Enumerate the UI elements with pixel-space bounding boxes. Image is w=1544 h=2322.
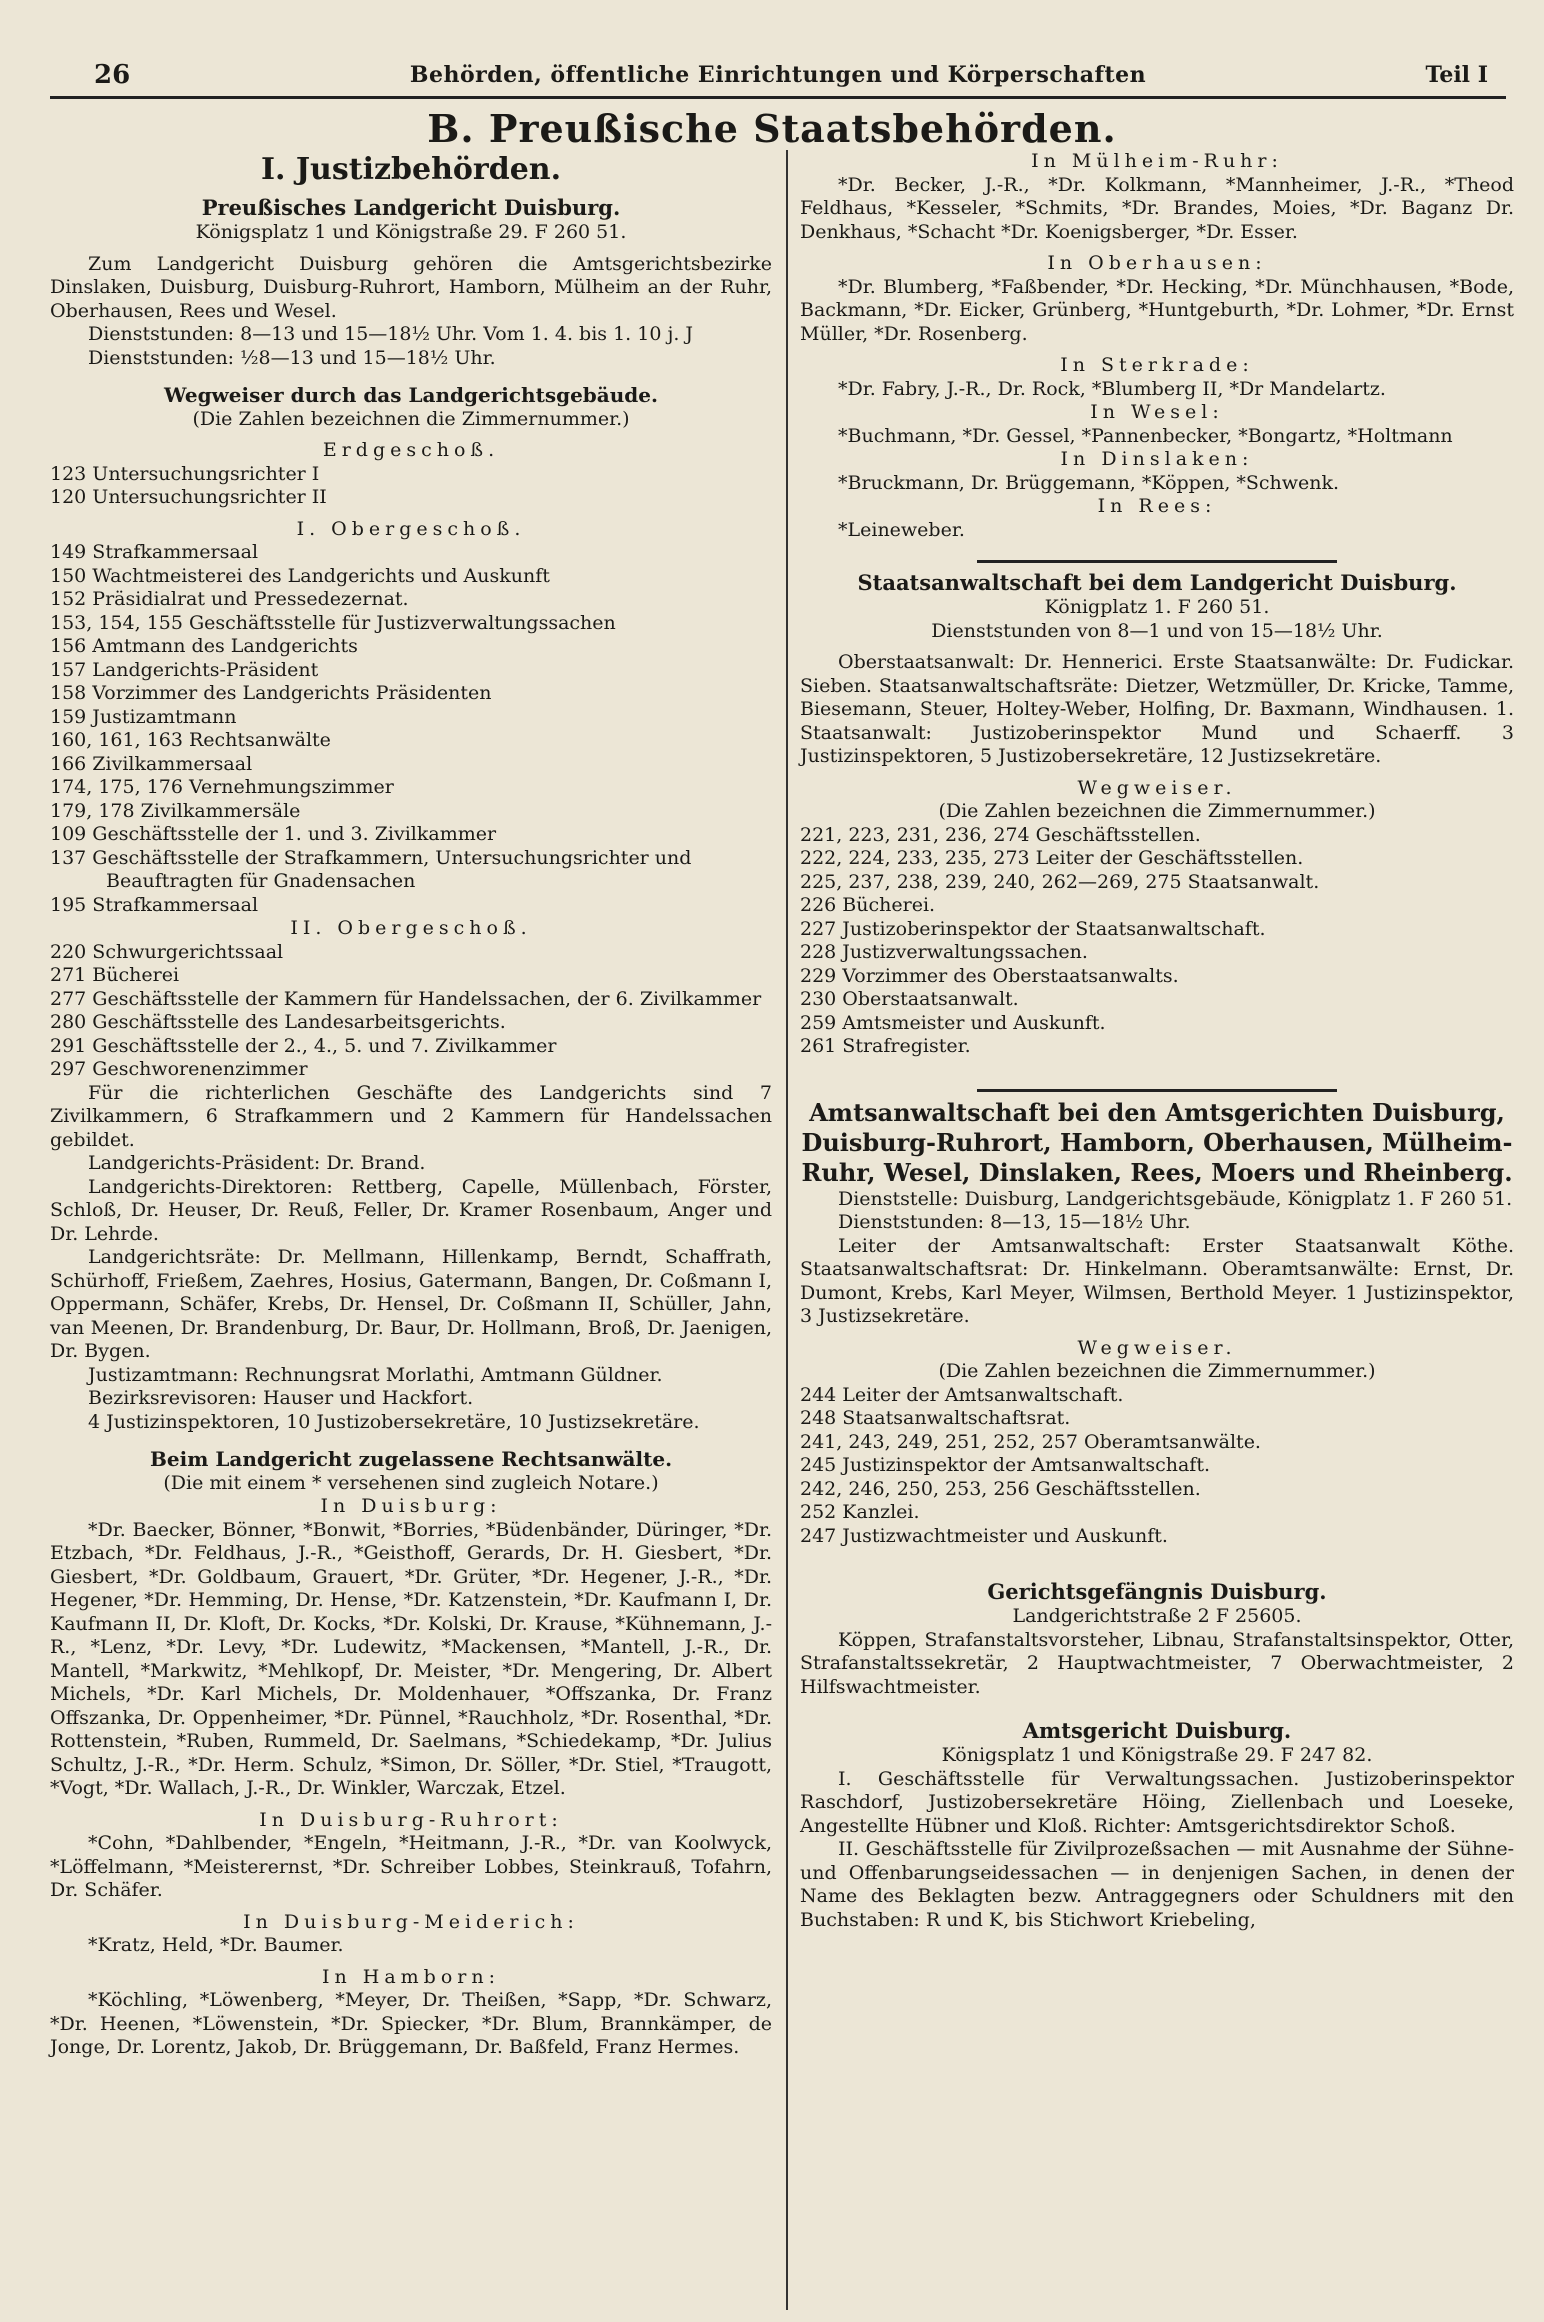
staatsanwaltschaft-title: Staatsanwaltschaft bei dem Landgericht Duisburg. [857,570,1457,595]
list-item: 220 Schwurgerichtssaal [50,940,284,963]
amtsgericht-office-2: II. Geschäftsstelle für Zivilprozeßsachen — mit Ausnahme der Sühne- und Offenbarungseidessachen — in denjenigen Sachen, in denen der Name des Beklagten bezw. Antraggegners oder Schuldners mit den Buchstaben: R und K, bis Stichwort Kriebeling, [800,1838,1514,1931]
city-duisburg-heading: In Duisburg: [320,1495,502,1517]
landgericht-hours-1: Dienststunden: 8—13 und 15—18½ Uhr. Vom 1. 4. bis 1. 10 j. J [88,323,694,345]
lawyers-dinslaken: *Bruckmann, Dr. Brüggemann, *Köppen, *Schwenk. [838,471,1340,494]
gefaengnis-title: Gerichtsgefängnis Duisburg. [987,1579,1327,1604]
lawyers-note: (Die mit einem * versehenen sind zugleich Notare.) [163,1471,659,1494]
list-item: 150 Wachtmeisterei des Landgerichts und Auskunft [50,564,550,587]
list-item: 109 Geschäftsstelle der 1. und 3. Zivilkammer [50,823,497,845]
lawyers-rees: *Leineweber. [838,518,965,541]
aa-guide-note: (Die Zahlen bezeichnen die Zimmernummer.) [938,1360,1376,1382]
landgericht-hours-2: Dienststunden: ½8—13 und 15—18½ Uhr. [88,346,496,369]
staatsanwaltschaft-address: Königplatz 1. F 260 51. [1044,596,1270,618]
lawyers-oberhausen: *Dr. Blumberg, *Faßbender, *Dr. Hecking, *Dr. Münchhausen, *Bode, Backmann, *Dr. Eicker, Grünberg, *Huntgeburth, *Dr. Lohmer, *Dr. Ernst Müller, *Dr. Rosenberg. [800,275,1514,345]
amtsanwaltschaft-staff: Leiter der Amtsanwaltschaft: Erster Staatsanwalt Köthe. Staatsanwaltschaftsrat: Dr. Hinkelmann. Oberamtsanwälte: Ernst, Dr. Dumont, Krebs, Karl Meyer, Wilmsen, Berthold Meyer. 1 Justizinspektor, 3 Justizsekretäre. [800,1234,1514,1327]
city-oberhausen-heading: In Oberhausen: [1047,252,1267,274]
rooms-second-floor [50,941,772,1082]
guide-note: (Die Zahlen bezeichnen die Zimmernummer.) [192,407,630,430]
list-item: 291 Geschäftsstelle der 2., 4., 5. und 7. Zivilkammer [50,1034,557,1057]
list-item: 248 Staatsanwaltschaftsrat. [800,1407,1071,1429]
landgericht-address: Königsplatz 1 und Königstraße 29. F 260 51. [195,221,627,243]
amtsgericht-office-1: I. Geschäftsstelle für Verwaltungssachen. Justizoberinspektor Raschdorf, Justizobersekretäre Höing, Ziellenbach und Loeseke, Angestellte Hübner und Kloß. Richter: Amtsgerichtsdirektor Schoß. [800,1767,1514,1837]
amtsgericht-title: Amtsgericht Duisburg. [1022,1718,1292,1743]
amtsanwaltschaft-title: Amtsanwaltschaft bei den Amtsgerichten Duisburg, Duisburg-Ruhrort, Hamborn, Oberhausen, Mülheim-Ruhr, Wesel, Dinslaken, Rees, Moers und Rheinberg. [801,1097,1513,1187]
lawyers-wesel: *Buchmann, *Dr. Gessel, *Pannenbecker, *Bongartz, *Holtmann [838,424,1453,447]
city-wesel-heading: In Wesel: [1090,401,1224,423]
gefaengnis-address: Landgerichtstraße 2 F 25605. [1012,1605,1302,1627]
main-title: B. Preußische Staatsbehörden. [427,106,1117,151]
left-column [50,150,772,2060]
list-item: 226 Bücherei. [800,894,936,916]
city-sterkrade-heading: In Sterkrade: [1060,354,1254,376]
amtsanwaltschaft-address: Dienststelle: Duisburg, Landgerichtsgebäude, Königplatz 1. F 260 51. [838,1187,1513,1210]
list-item: 166 Zivilkammersaal [50,752,253,775]
sta-guide-note: (Die Zahlen bezeichnen die Zimmernummer.) [938,800,1376,822]
list-item: 277 Geschäftsstelle der Kammern für Handelssachen, der 6. Zivilkammer [50,987,762,1010]
right-column [800,150,1514,1932]
list-item: 271 Bücherei [50,964,180,986]
lawyers-meiderich: *Kratz, Held, *Dr. Baumer. [88,1934,344,1956]
page-number: 26 [94,60,131,90]
list-item: 261 Strafregister. [800,1035,971,1057]
chambers-text: Für die richterlichen Geschäfte des Landgerichts sind 7 Zivilkammern, 6 Strafkammern und 2 Kammern für Handelssachen gebildet. [50,1081,772,1151]
list-item: 179, 178 Zivilkammersäle [50,799,301,822]
list-item: 120 Untersuchungsrichter II [50,486,327,508]
list-item: 156 Amtmann des Landgerichts [50,635,358,657]
part-label: Teil I [1425,62,1488,88]
section-separator [977,1089,1337,1092]
list-item: 225, 237, 238, 239, 240, 262—269, 275 Staatsanwalt. [800,870,1320,893]
floor-2-heading: II. Obergeschoß. [290,917,532,939]
city-muelheim-heading: In Mülheim-Ruhr: [1031,150,1283,172]
gefaengnis-staff: Köppen, Strafanstaltsvorsteher, Libnau, Strafanstaltsinspektor, Otter, Strafanstaltssekretär, 2 Hauptwachtmeister, 7 Oberwachtmeister, 2 Hilfswachtmeister. [800,1628,1514,1698]
lawyers-muelheim: *Dr. Becker, J.-R., *Dr. Kolkmann, *Mannheimer, J.-R., *Theod Feldhaus, *Kesseler, *Schmits, *Dr. Brandes, Moies, *Dr. Baganz Dr. Denkhaus, *Schacht *Dr. Koenigsberger, *Dr. Esser. [800,173,1514,243]
lawyers-duisburg: *Dr. Baecker, Bönner, *Bonwit, *Borries, *Büdenbänder, Düringer, *Dr. Etzbach, *Dr. Feldhaus, J.-R., *Geisthoff, Gerards, Dr. H. Giesbert, *Dr. Giesbert, *Dr. Goldbaum, Grauert, *Dr. Grüter, *Dr. Hegener, J.-R., *Dr. Hegener, *Dr. Hemming, Dr. Hense, *Dr. Katzenstein, *Dr. Kaufmann I, Dr. Kaufmann II, Dr. Kloft, Dr. Kocks, *Dr. Kolski, Dr. Krause, *Kühnemann, J.-R., *Lenz, *Dr. Levy, *Dr. Ludewitz, *Mackensen, *Mantell, J.-R., Dr. Mantell, *Markwitz, *Mehlkopf, Dr. Meister, *Dr. Mengering, Dr. Albert Michels, *Dr. Karl Michels, Dr. Moldenhauer, *Offszanka, Dr. Franz Offszanka, Dr. Oppenheimer, *Dr. Pünnel, *Rauchholz, *Dr. Rosenthal, *Dr. Rottenstein, *Ruben, Rummeld, Dr. Saelmans, *Schiedekamp, *Dr. Julius Schultz, J.-R., *Dr. Herm. Schulz, *Simon, Dr. Söller, *Dr. Stiel, *Traugott, *Vogt, *Dr. Wallach, J.-R., Dr. Winkler, Warczak, Etzel. [50,1518,772,1799]
lawyers-ruhrort: *Cohn, *Dahlbender, *Engeln, *Heitmann, J.-R., *Dr. van Koolwyck, *Löffelmann, *Meisterernst, *Dr. Schreiber Lobbes, Steinkrauß, Tofahrn, Dr. Schäfer. [50,1832,772,1901]
city-rees-heading: In Rees: [1097,495,1217,517]
list-item: 123 Untersuchungsrichter I [50,462,320,485]
city-ruhrort-heading: In Duisburg-Ruhrort: [259,1808,563,1831]
list-item: 228 Justizverwaltungssachen. [800,941,1088,963]
section-title: I. Justizbehörden. [260,152,562,187]
lawyers-sterkrade: *Dr. Fabry, J.-R., Dr. Rock, *Blumberg II, *Dr Mandelartz. [838,377,1386,400]
column-divider [786,150,788,2310]
sta-guide-title: Wegweiser. [1077,776,1237,799]
lawyers-hamborn: *Köchling, *Löwenberg, *Meyer, Dr. Theißen, *Sapp, *Dr. Schwarz, *Dr. Heenen, *Löwenstein, *Dr. Spiecker, *Dr. Blum, Brannkämper, de Jonge, Dr. Lorentz, Jakob, Dr. Brüggemann, Dr. Baßfeld, Franz Hermes. [50,1989,772,2058]
list-item: 244 Leiter der Amtsanwaltschaft. [800,1383,1124,1406]
list-item: 149 Strafkammersaal [50,541,259,563]
inspectors-text: 4 Justizinspektoren, 10 Justizobersekretäre, 10 Justizsekretäre. [88,1410,700,1433]
judges-text: Landgerichtsräte: Dr. Mellmann, Hillenkamp, Berndt, Schaffrath, Schürhoff, Frießem, Zaehres, Hosius, Gatermann, Bangen, Dr. Coßmann I, Oppermann, Schäfer, Krebs, Dr. Hensel, Dr. Coßmann II, Schüller, Jahn, van Meenen, Dr. Brandenburg, Dr. Baur, Dr. Hollmann, Broß, Dr. Jaenigen, Dr. Bygen. [50,1246,772,1362]
revisoren-text: Bezirksrevisoren: Hauser und Hackfort. [88,1387,474,1409]
list-item: 245 Justizinspektor der Amtsanwaltschaft. [800,1454,1210,1476]
list-item: 159 Justizamtmann [50,705,237,728]
list-item: 221, 223, 231, 236, 274 Geschäftsstellen. [800,823,1201,846]
list-item: 247 Justizwachtmeister und Auskunft. [800,1524,1168,1547]
amtsanwaltschaft-hours: Dienststunden: 8—13, 15—18½ Uhr. [838,1211,1191,1233]
list-item: 160, 161, 163 Rechtsanwälte [50,729,331,751]
list-item: 297 Geschworenenzimmer [50,1058,308,1080]
sta-rooms [800,824,1514,1059]
running-title: Behörden, öffentliche Einrichtungen und Körperschaften [409,62,1147,88]
list-item: 252 Kanzlei. [800,1501,920,1523]
list-item: 259 Amtsmeister und Auskunft. [800,1011,1106,1034]
directors-text: Landgerichts-Direktoren: Rettberg, Capelle, Müllenbach, Förster, Schloß, Dr. Heuser, Dr. Reuß, Feller, Dr. Kramer Rosenbaum, Anger und Dr. Lehrde. [50,1175,772,1245]
rooms-ground-floor [50,463,772,510]
running-header [50,56,1506,99]
floor-1-heading: I. Obergeschoß. [296,517,526,540]
list-item: 229 Vorzimmer des Oberstaatsanwalts. [800,964,1179,987]
staatsanwaltschaft-hours: Dienststunden von 8—1 und von 15—18½ Uhr. [931,619,1383,642]
list-item: 227 Justizoberinspektor der Staatsanwaltschaft. [800,917,1266,940]
rooms-first-floor [50,541,772,917]
staatsanwaltschaft-staff: Oberstaatsanwalt: Dr. Hennerici. Erste Staatsanwälte: Dr. Fudickar. Sieben. Staatsanwaltschaftsräte: Dietzer, Wetzmüller, Dr. Kricke, Tamme, Biesemann, Steuer, Holtey-Weber, Holfing, Dr. Baxmann, Windhausen. 1. Staatsanwalt: Justizoberinspektor Mund und Schaerff. 3 Justizinspektoren, 5 Justizobersekretäre, 12 Justizsekretäre. [800,651,1514,767]
guide-title: Wegweiser durch das Landgerichtsgebäude. [164,383,658,407]
landgericht-districts: Zum Landgericht Duisburg gehören die Amtsgerichtsbezirke Dinslaken, Duisburg, Duisburg-Ruhrort, Hamborn, Mülheim an der Ruhr, Oberhausen, Rees und Wesel. [50,252,772,322]
city-meiderich-heading: In Duisburg-Meiderich: [243,1910,579,1933]
aa-rooms [800,1384,1514,1549]
section-separator [977,560,1337,563]
landgericht-title: Preußisches Landgericht Duisburg. [201,195,621,220]
president-text: Landgerichts-Präsident: Dr. Brand. [88,1152,426,1174]
amtsgericht-address: Königsplatz 1 und Königstraße 29. F 247 82. [941,1744,1373,1766]
list-item: 230 Oberstaatsanwalt. [800,988,1019,1010]
list-item: 153, 154, 155 Geschäftsstelle für Justizverwaltungssachen [50,611,616,634]
floor-ground-heading: Erdgeschoß. [322,439,500,461]
list-item: 158 Vorzimmer des Landgerichts Präsidenten [50,682,492,704]
aa-guide-title: Wegweiser. [1077,1336,1237,1359]
list-item: 242, 246, 250, 253, 256 Geschäftsstellen. [800,1477,1201,1500]
city-dinslaken-heading: In Dinslaken: [1060,448,1254,470]
list-item: 174, 175, 176 Vernehmungszimmer [50,776,394,798]
list-item: 280 Geschäftsstelle des Landesarbeitsgerichts. [50,1011,506,1033]
list-item: 222, 224, 233, 235, 273 Leiter der Geschäftsstellen. [800,847,1304,869]
city-hamborn-heading: In Hamborn: [321,1965,501,1988]
list-item: 152 Präsidialrat und Pressedezernat. [50,588,409,610]
list-item: 241, 243, 249, 251, 252, 257 Oberamtsanwälte. [800,1430,1261,1453]
list-item: 157 Landgerichts-Präsident [50,658,319,681]
list-item: 137 Geschäftsstelle der Strafkammern, Untersuchungsrichter und Beauftragten für Gnadensachen [50,846,692,892]
amtmann-text: Justizamtmann: Rechnungsrat Morlathi, Amtmann Güldner. [88,1363,663,1386]
lawyers-title: Beim Landgericht zugelassene Rechtsanwälte. [149,1447,673,1471]
list-item: 195 Strafkammersaal [50,893,259,916]
